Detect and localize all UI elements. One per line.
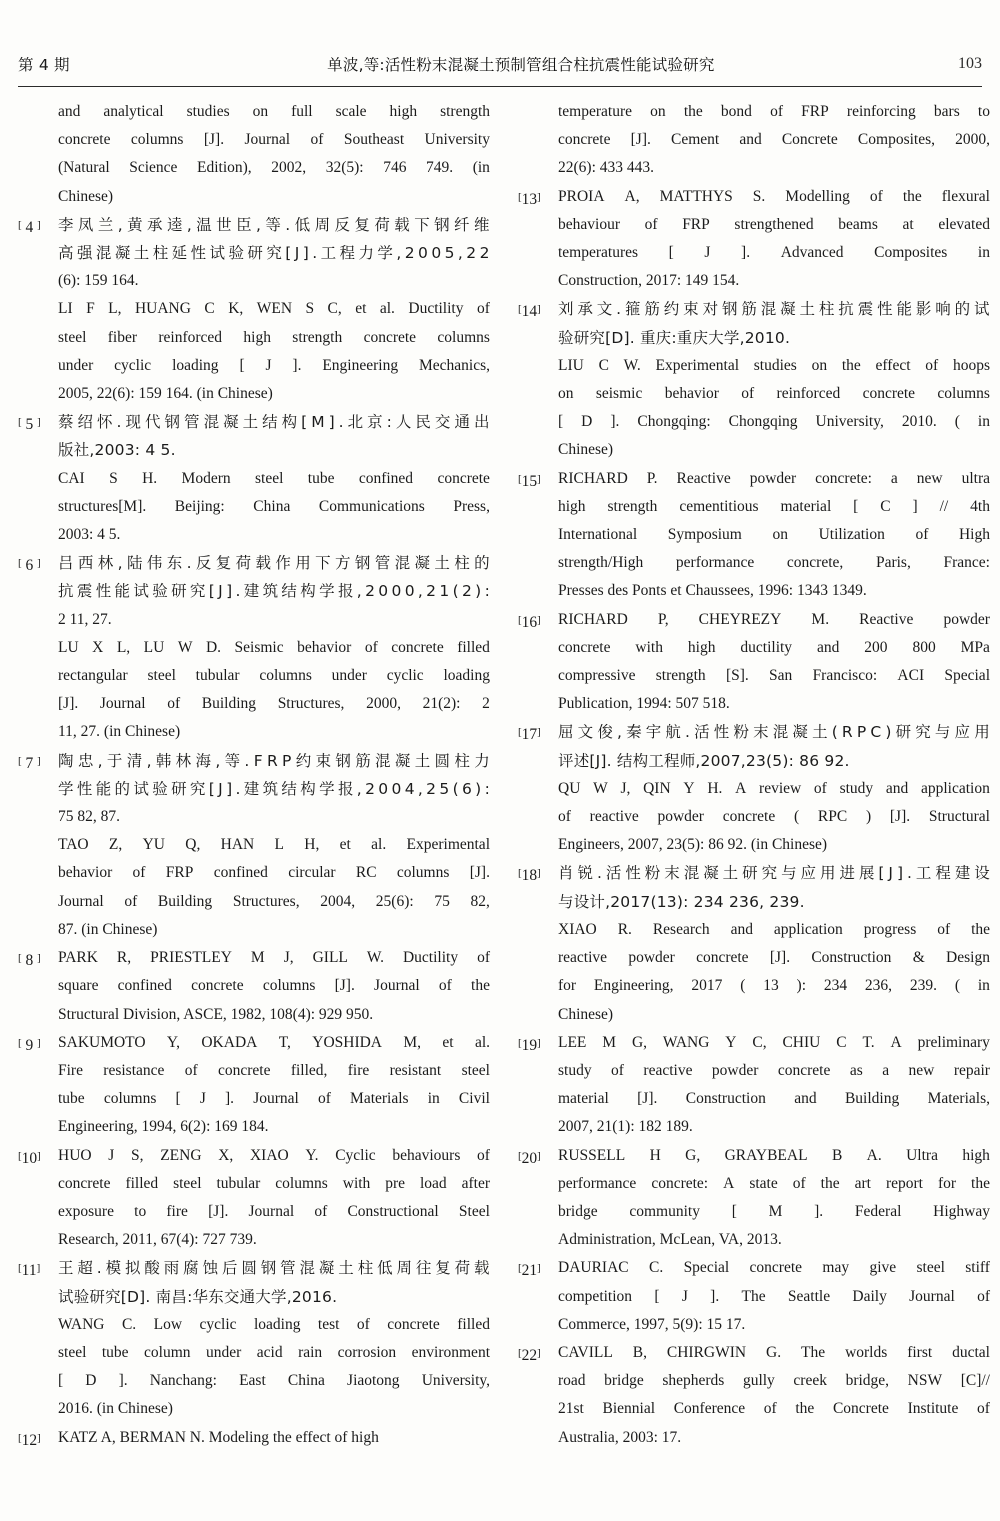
reference-line: of reactive powder concrete ( RPC ) [J]. Structural	[558, 808, 990, 826]
reference-number: [14]	[518, 303, 541, 321]
reference-line: Engineers, 2007, 23(5): 86 92. (in Chinese)	[558, 836, 828, 854]
right-column	[518, 98, 990, 1513]
reference-line: (Natural Science Edition), 2002, 32(5): 746 749. (in	[58, 159, 490, 177]
reference-text	[58, 98, 490, 211]
reference-text	[558, 859, 990, 915]
reference-number: [18]	[518, 867, 541, 885]
reference-number: [20]	[518, 1149, 541, 1167]
reference-entry	[518, 859, 990, 915]
reference-continuation	[518, 775, 990, 860]
reference-line: Chinese)	[558, 1005, 614, 1023]
reference-line: Chinese)	[58, 187, 114, 205]
reference-line: Research, 2011, 67(4): 727 739.	[58, 1231, 257, 1249]
reference-text	[58, 747, 490, 832]
reference-entry	[18, 408, 490, 464]
reference-line: 屈 文 俊 , 秦 宇 航 . 活 性 粉 末 混 凝 土 ( R P C ) 研 究 与 应 用	[558, 723, 990, 742]
page-title: 单波,等:活性粉末混凝土预制管组合柱抗震性能试验研究	[327, 56, 715, 74]
reference-text	[558, 1142, 990, 1255]
reference-text	[58, 1029, 490, 1142]
reference-line: Journal of Building Structures, 2004, 25(6): 75 82,	[58, 892, 490, 910]
reference-text	[558, 183, 990, 296]
reference-text	[558, 1339, 990, 1452]
reference-line: concrete columns [J]. Journal of Southeast University	[58, 131, 490, 149]
reference-entry	[18, 1254, 490, 1310]
reference-text	[58, 1254, 490, 1310]
reference-text	[58, 211, 490, 296]
reference-number: [22]	[518, 1346, 541, 1364]
reference-line: [ D ]. Nanchang: East China Jiaotong University,	[58, 1372, 490, 1390]
reference-line: Administration, McLean, VA, 2013.	[558, 1231, 782, 1249]
reference-line: 肖 锐 . 活 性 粉 末 混 凝 土 研 究 与 应 用 进 展 [ J ] . 工 程 建 设	[558, 864, 990, 883]
reference-line: Construction, 2017: 149 154.	[558, 272, 740, 290]
reference-line: 21st Biennial Conference of the Concrete Institute of	[558, 1400, 990, 1418]
reference-text	[558, 718, 990, 774]
reference-line: 李 凤 兰 , 黄 承 逵 , 温 世 臣 , 等 . 低 周 反 复 荷 载 下 钢 纤 维	[58, 215, 490, 234]
reference-number: [12]	[18, 1431, 41, 1449]
reference-text	[58, 634, 490, 747]
reference-number: [13]	[518, 190, 541, 208]
reference-continuation	[518, 916, 990, 1029]
running-header	[18, 44, 982, 84]
reference-text	[558, 606, 990, 719]
reference-line: CAI S H. Modern steel tube confined concrete	[58, 469, 490, 487]
reference-line: TAO Z, YU Q, HAN L H, et al. Experimental	[58, 836, 490, 854]
reference-line: steel fiber reinforced high strength concrete columns	[58, 328, 490, 346]
reference-number: [ 9 ]	[18, 1036, 41, 1054]
reference-text	[558, 465, 990, 606]
reference-line: bridge community [ M ]. Federal Highway	[558, 1202, 990, 1220]
reference-line: 版社,2003: 4 5.	[58, 441, 176, 460]
reference-line: Structural Division, ASCE, 1982, 108(4): 929 950.	[58, 1005, 374, 1023]
reference-line: [J]. Journal of Building Structures, 2000, 21(2): 2	[58, 695, 490, 713]
reference-line: XIAO R. Research and application progress of the	[558, 920, 990, 938]
reference-line: 吕 西 林 , 陆 伟 东 . 反 复 荷 载 作 用 下 方 钢 管 混 凝 土 柱 的	[58, 554, 490, 573]
reference-line: reactive powder concrete [J]. Construction & Design	[558, 949, 990, 967]
reference-entry	[518, 1142, 990, 1255]
reference-line: LU X L, LU W D. Seismic behavior of concrete filled	[58, 638, 490, 656]
left-column	[18, 98, 490, 1513]
reference-line: Australia, 2003: 17.	[558, 1428, 682, 1446]
reference-line: 验研究[D]. 重庆:重庆大学,2010.	[558, 328, 791, 347]
reference-line: steel tube column under acid rain corrosion environment	[58, 1343, 490, 1361]
reference-entry	[518, 1339, 990, 1452]
reference-entry	[18, 1029, 490, 1142]
reference-text	[58, 831, 490, 944]
reference-line: 2003: 4 5.	[58, 526, 121, 544]
reference-line: CAVILL B, CHIRGWIN G. The worlds first ductal	[558, 1343, 990, 1361]
reference-line: square confined concrete columns [J]. Journal of the	[58, 977, 490, 995]
reference-line: structures[M]. Beijing: China Communications Press,	[58, 497, 490, 515]
reference-line: 2005, 22(6): 159 164. (in Chinese)	[58, 385, 273, 403]
reference-entry	[518, 183, 990, 296]
reference-line: PROIA A, MATTHYS S. Modelling of the flexural	[558, 187, 990, 205]
reference-entry	[18, 211, 490, 296]
reference-line: concrete [J]. Cement and Concrete Composites, 2000,	[558, 131, 990, 149]
reference-line: Engineering, 1994, 6(2): 169 184.	[58, 1118, 269, 1136]
reference-line: Commerce, 1997, 5(9): 15 17.	[558, 1315, 746, 1333]
reference-line: material [J]. Construction and Building Materials,	[558, 1090, 990, 1108]
reference-line: PARK R, PRIESTLEY M J, GILL W. Ductility of	[58, 949, 490, 967]
reference-line: 学 性 能 的 试 验 研 究 [ J ] . 建 筑 结 构 学 报 , 2 0 0 4 , 2 5 ( 6 ) :	[58, 779, 490, 798]
reference-line: LEE M G, WANG Y C, CHIU C T. A preliminary	[558, 1033, 990, 1051]
reference-text	[58, 295, 490, 408]
reference-line: concrete filled steel tubular columns with pre load after	[58, 1174, 490, 1192]
reference-line: 王 超 . 模 拟 酸 雨 腐 蚀 后 圆 钢 管 混 凝 土 柱 低 周 往 复 荷 载	[58, 1259, 490, 1278]
reference-line: 试验研究[D]. 南昌:华东交通大学,2016.	[58, 1287, 338, 1306]
reference-text	[58, 549, 490, 634]
reference-continuation	[18, 634, 490, 747]
reference-line: on seismic behavior of reinforced concrete columns	[558, 385, 990, 403]
reference-continuation	[18, 295, 490, 408]
reference-line: 抗 震 性 能 试 验 研 究 [ J ] . 建 筑 结 构 学 报 , 2 0 0 0 , 2 1 ( 2 ) :	[58, 582, 490, 601]
reference-line: 11, 27. (in Chinese)	[58, 723, 181, 741]
reference-line: SAKUMOTO Y, OKADA T, YOSHIDA M, et al.	[58, 1033, 490, 1051]
reference-text	[558, 352, 990, 465]
reference-number: [16]	[518, 613, 541, 631]
reference-line: rectangular steel tubular columns under cyclic loading	[58, 667, 490, 685]
reference-line: DAURIAC C. Special concrete may give steel stiff	[558, 1259, 990, 1277]
page-number: 103	[958, 55, 982, 72]
reference-entry	[518, 1254, 990, 1339]
reference-entry	[18, 944, 490, 1029]
reference-text	[558, 98, 990, 183]
reference-line: performance concrete: A state of the art report for the	[558, 1174, 990, 1192]
reference-number: [11]	[18, 1262, 41, 1280]
reference-entry	[18, 747, 490, 832]
reference-line: concrete with high ductility and 200 800 MPa	[558, 638, 990, 656]
reference-continuation	[518, 98, 990, 183]
reference-number: [ 6 ]	[18, 557, 41, 575]
issue-label: 第 4 期	[18, 56, 70, 74]
reference-number: [21]	[518, 1262, 541, 1280]
reference-line: and analytical studies on full scale high strength	[58, 103, 490, 120]
reference-entry	[518, 606, 990, 719]
reference-text	[58, 408, 490, 464]
reference-continuation	[518, 352, 990, 465]
reference-line: LIU C W. Experimental studies on the effect of hoops	[558, 356, 990, 374]
reference-number: [10]	[18, 1149, 41, 1167]
reference-line: Fire resistance of concrete filled, fire resistant steel	[58, 1061, 490, 1079]
reference-entry	[18, 1424, 490, 1455]
reference-line: HUO J S, ZENG X, XIAO Y. Cyclic behaviours of	[58, 1146, 490, 1164]
reference-line: competition [ J ]. The Seattle Daily Journal of	[558, 1287, 990, 1305]
reference-entry	[18, 549, 490, 634]
reference-line: 蔡 绍 怀 . 现 代 钢 管 混 凝 土 结 构 [ M ] . 北 京 : 人 民 交 通 出	[58, 413, 490, 432]
reference-line: LI F L, HUANG C K, WEN S C, et al. Ductility of	[58, 300, 490, 318]
header-divider	[18, 86, 982, 87]
reference-line: 2007, 21(1): 182 189.	[558, 1118, 693, 1136]
reference-line: RUSSELL H G, GRAYBEAL B A. Ultra high	[558, 1146, 990, 1164]
reference-entry	[518, 1029, 990, 1142]
reference-line: 87. (in Chinese)	[58, 920, 158, 938]
reference-entry	[518, 465, 990, 606]
reference-number: [15]	[518, 472, 541, 490]
reference-text	[558, 775, 990, 860]
reference-line: strength/High performance concrete, Paris, France:	[558, 554, 990, 572]
reference-number: [ 8 ]	[18, 951, 41, 969]
reference-number: [ 4 ]	[18, 218, 41, 236]
reference-line: under cyclic loading [ J ]. Engineering Mechanics,	[58, 356, 490, 374]
reference-text	[558, 916, 990, 1029]
reference-line: temperatures [ J ]. Advanced Composites in	[558, 244, 990, 262]
reference-text	[558, 1029, 990, 1142]
reference-continuation	[18, 831, 490, 944]
reference-number: [19]	[518, 1036, 541, 1054]
reference-line: for Engineering, 2017 ( 13 ): 234 236, 239. ( in	[558, 977, 990, 995]
reference-text	[58, 944, 490, 1029]
reference-line: tube columns [ J ]. Journal of Materials in Civil	[58, 1090, 490, 1108]
reference-line: Publication, 1994: 507 518.	[558, 695, 730, 713]
reference-line: RICHARD P, CHEYREZY M. Reactive powder	[558, 610, 990, 628]
reference-text	[58, 1311, 490, 1424]
reference-line: 2 11, 27.	[58, 610, 112, 628]
reference-continuation	[18, 1311, 490, 1424]
reference-line: (6): 159 164.	[58, 272, 139, 290]
reference-line: 75 82, 87.	[58, 808, 120, 826]
reference-line: high strength cementitious material [ C ] // 4th	[558, 497, 990, 515]
reference-text	[58, 1142, 490, 1255]
reference-line: Chinese)	[558, 441, 614, 459]
reference-line: KATZ A, BERMAN N. Modeling the effect of high	[58, 1428, 379, 1446]
body-columns	[18, 98, 990, 1513]
reference-line: behavior of FRP confined circular RC columns [J].	[58, 864, 490, 882]
reference-line: study of reactive powder concrete as a new repair	[558, 1061, 990, 1079]
reference-text	[58, 465, 490, 550]
reference-line: road bridge shepherds gully creek bridge, NSW [C]//	[558, 1372, 990, 1390]
reference-line: [ D ]. Chongqing: Chongqing University, 2010. ( in	[558, 413, 990, 431]
reference-line: 陶 忠 , 于 清 , 韩 林 海 , 等 . F R P 约 束 钢 筋 混 凝 土 圆 柱 力	[58, 751, 490, 770]
reference-line: International Symposium on Utilization of High	[558, 526, 990, 544]
reference-line: 高 强 混 凝 土 柱 延 性 试 验 研 究 [ J ] . 工 程 力 学 , 2 0 0 5 , 2 2	[58, 244, 490, 263]
reference-number: [17]	[518, 726, 541, 744]
reference-continuation	[18, 465, 490, 550]
reference-entry	[518, 718, 990, 774]
reference-line: 2016. (in Chinese)	[58, 1400, 173, 1418]
reference-line: 评述[J]. 结构工程师,2007,23(5): 86 92.	[558, 751, 850, 770]
reference-line: 22(6): 433 443.	[558, 159, 655, 177]
reference-line: exposure to fire [J]. Journal of Constructional Steel	[58, 1202, 490, 1220]
reference-number: [ 5 ]	[18, 416, 41, 434]
reference-line: temperature on the bond of FRP reinforcing bars to	[558, 103, 990, 120]
reference-entry	[518, 295, 990, 351]
reference-line: 与设计,2017(13): 234 236, 239.	[558, 892, 805, 911]
reference-text	[558, 1254, 990, 1339]
reference-text	[558, 295, 990, 351]
reference-line: WANG C. Low cyclic loading test of concrete filled	[58, 1315, 490, 1333]
reference-continuation	[18, 98, 490, 211]
reference-line: compressive strength [S]. San Francisco: ACI Special	[558, 667, 990, 685]
reference-line: Presses des Ponts et Chaussees, 1996: 1343 1349.	[558, 582, 867, 600]
reference-line: 刘 承 文 . 箍 筋 约 束 对 钢 筋 混 凝 土 柱 抗 震 性 能 影 响 的 试	[558, 300, 990, 319]
reference-number: [ 7 ]	[18, 754, 41, 772]
reference-entry	[18, 1142, 490, 1255]
reference-line: QU W J, QIN Y H. A review of study and application	[558, 779, 990, 797]
reference-text	[58, 1424, 490, 1452]
reference-line: behaviour of FRP strengthened beams at elevated	[558, 215, 990, 233]
reference-line: RICHARD P. Reactive powder concrete: a new ultra	[558, 469, 990, 487]
